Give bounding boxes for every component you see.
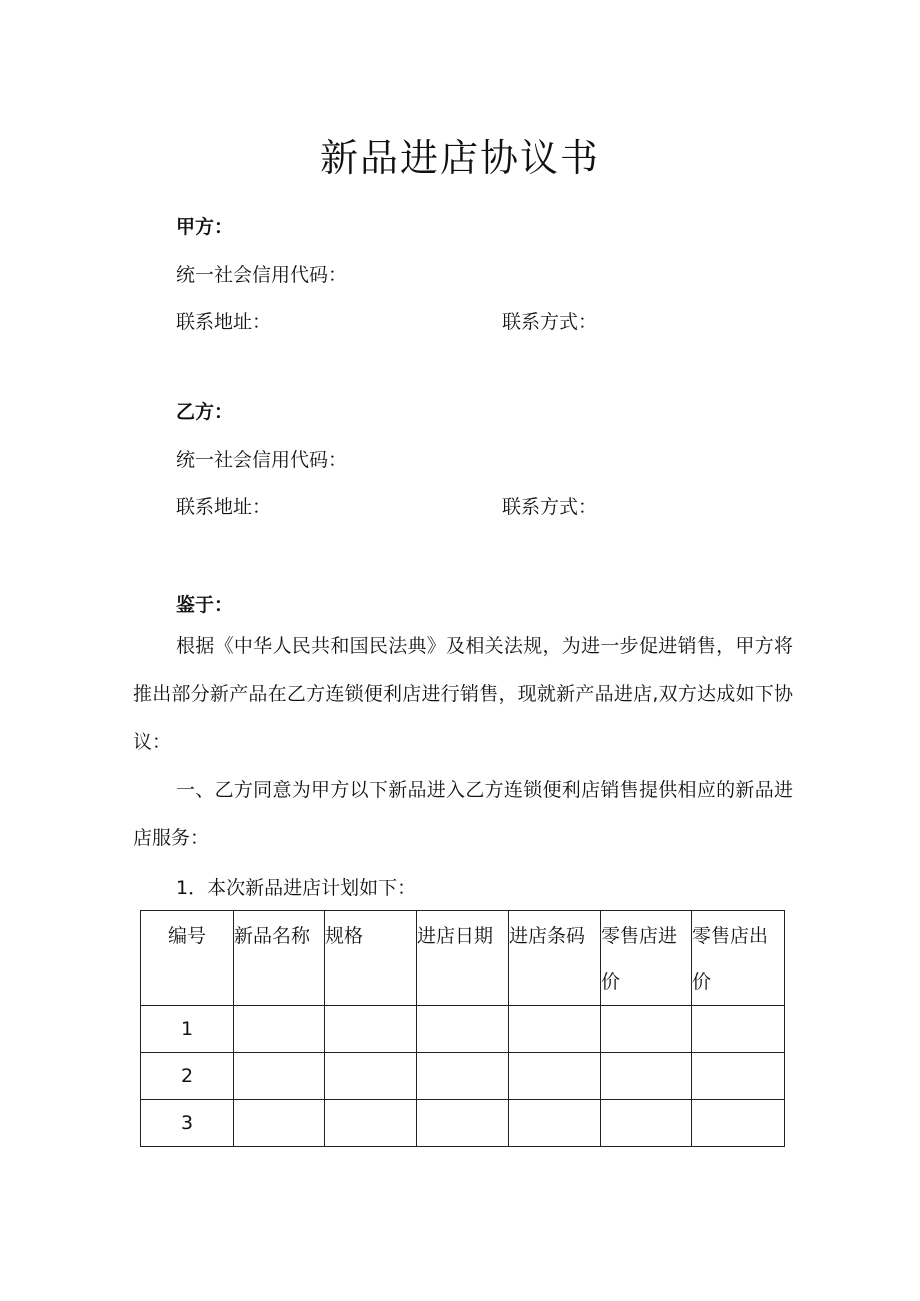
party-a-address-label: 联系地址： bbox=[176, 311, 272, 333]
table-cell bbox=[234, 1006, 325, 1053]
table-header-cell: 进店日期 bbox=[417, 911, 509, 1006]
table-row bbox=[141, 1053, 785, 1100]
table-header-cell: 编号 bbox=[141, 911, 234, 1006]
party-b-credit-code-label: 统一社会信用代码： bbox=[176, 449, 348, 471]
table-row bbox=[141, 1006, 785, 1053]
table-cell bbox=[234, 1053, 325, 1100]
party-a-contact-label: 联系方式： bbox=[502, 311, 598, 333]
whereas-paragraph: 根据《中华人民共和国民法典》及相关法规，为进一步促进销售，甲方将推出部分新产品在乙方连锁便利店进行销售，现就新产品进店,双方达成如下协议： bbox=[133, 635, 793, 753]
table-cell bbox=[692, 1006, 785, 1053]
table-cell bbox=[601, 1053, 692, 1100]
table-header-cell: 零售店进价 bbox=[601, 911, 692, 1006]
table-cell bbox=[509, 1100, 601, 1147]
table-header-cell: 新品名称 bbox=[234, 911, 325, 1006]
table-header-cell: 进店条码 bbox=[509, 911, 601, 1006]
party-b-address-label: 联系地址： bbox=[176, 496, 272, 518]
table-cell bbox=[417, 1006, 509, 1053]
table-cell bbox=[692, 1053, 785, 1100]
table-cell bbox=[417, 1053, 509, 1100]
party-b-heading: 乙方： bbox=[176, 401, 234, 423]
table-cell bbox=[509, 1006, 601, 1053]
whereas-heading: 鉴于： bbox=[176, 594, 234, 616]
table-cell-number: 1 bbox=[141, 1006, 234, 1053]
table-header-row bbox=[141, 911, 785, 1006]
table-cell bbox=[601, 1006, 692, 1053]
table-row bbox=[141, 1100, 785, 1147]
table-cell bbox=[325, 1100, 417, 1147]
table-cell-number: 2 bbox=[141, 1053, 234, 1100]
table-cell-number: 3 bbox=[141, 1100, 234, 1147]
table-cell bbox=[325, 1053, 417, 1100]
party-a-credit-code-label: 统一社会信用代码： bbox=[176, 264, 348, 286]
table-cell bbox=[325, 1006, 417, 1053]
table-cell bbox=[234, 1100, 325, 1147]
party-a-heading: 甲方： bbox=[176, 216, 234, 238]
table-cell bbox=[601, 1100, 692, 1147]
table-cell bbox=[417, 1100, 509, 1147]
new-product-plan-table bbox=[140, 910, 785, 1147]
document-title: 新品进店协议书 bbox=[319, 136, 600, 180]
table-cell bbox=[692, 1100, 785, 1147]
table-header-cell: 零售店出价 bbox=[692, 911, 785, 1006]
party-b-contact-label: 联系方式： bbox=[502, 496, 598, 518]
clause-1-paragraph: 一、乙方同意为甲方以下新品进入乙方连锁便利店销售提供相应的新品进店服务： bbox=[133, 779, 793, 849]
clause-1-subheading: 1．本次新品进店计划如下： bbox=[176, 877, 417, 899]
table-header-cell: 规格 bbox=[325, 911, 417, 1006]
table-cell bbox=[509, 1053, 601, 1100]
